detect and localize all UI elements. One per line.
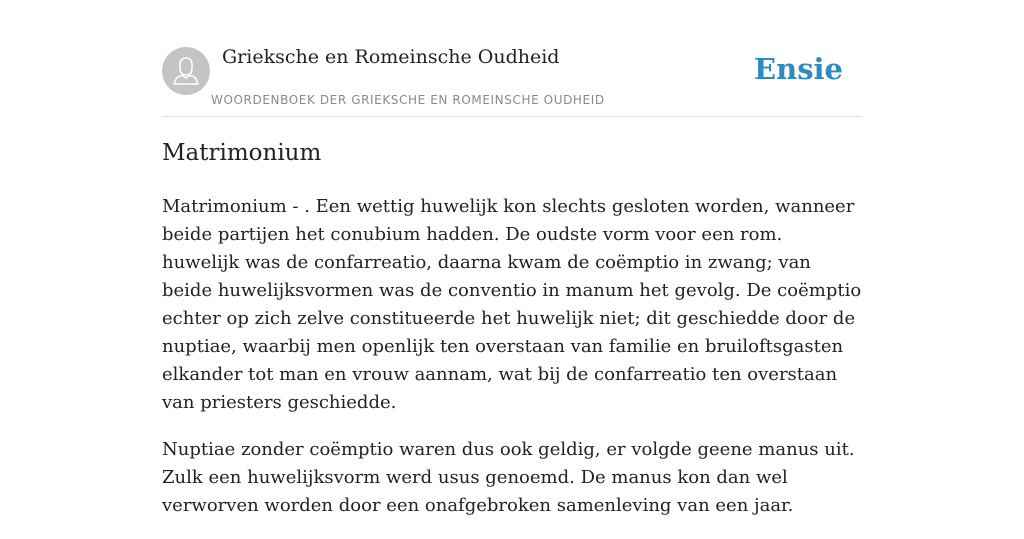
article-paragraph: Nuptiae zonder coëmptio waren dus ook geldig, er volgde geene manus uit. Zulk een huwelijksvorm werd usus genoemd. De manus kon dan wel verworven worden door een onafgebroken samenleving van een jaar. xyxy=(162,439,855,516)
user-icon xyxy=(162,47,210,95)
article-body xyxy=(162,193,862,539)
ensie-logo[interactable]: Ensie xyxy=(754,52,843,86)
avatar[interactable] xyxy=(162,47,210,95)
source-header xyxy=(162,0,862,117)
page-content xyxy=(162,0,862,516)
source-title[interactable]: Grieksche en Romeinsche Oudheid xyxy=(222,46,560,68)
article-title: Matrimonium xyxy=(162,140,322,166)
article-paragraph: Matrimonium - . Een wettig huwelijk kon slechts gesloten worden, wanneer beide partijen het conubium hadden. De oudste vorm voor een rom. huwelijk was de confarreatio, daarna kwam de coëmptio in zwang; van beide huwelijksvormen was de conventio in manum het gevolg. De coëmptio echter op zich zelve constitueerde het huwelijk niet; dit geschiedde door de nuptiae, waarbij men openlijk ten overstaan van familie en bruiloftsgasten elkander tot man en vrouw aannam, wat bij de confarreatio ten overstaan van priesters geschiedde. xyxy=(162,196,862,413)
source-subtitle[interactable]: WOORDENBOEK DER GRIEKSCHE EN ROMEINSCHE OUDHEID xyxy=(211,93,605,107)
